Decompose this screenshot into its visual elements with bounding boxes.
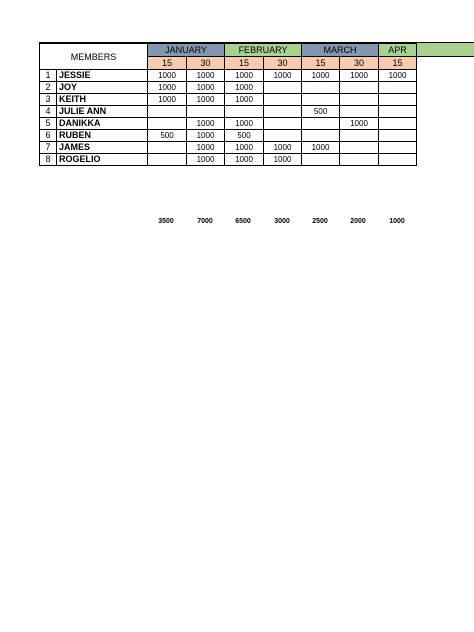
amount-cell: 1000	[225, 70, 264, 82]
day-header: 15	[379, 57, 417, 70]
amount-cell	[302, 82, 340, 94]
amount-cell: 1000	[148, 94, 187, 106]
member-name: JESSIE	[57, 70, 148, 82]
amount-cell: 1000	[302, 142, 340, 154]
amount-cell: 1000	[187, 118, 225, 130]
amount-cell	[340, 106, 379, 118]
table-row	[40, 118, 417, 130]
amount-cell: 1000	[187, 154, 225, 166]
column-total: 3000	[274, 218, 290, 225]
column-total: 3500	[158, 218, 174, 225]
member-name: RUBEN	[57, 130, 148, 142]
month-april: APR	[379, 43, 417, 57]
column-total: 2500	[312, 218, 328, 225]
day-header: 30	[264, 57, 302, 70]
member-name: DANIKKA	[57, 118, 148, 130]
month-january: JANUARY	[148, 43, 225, 57]
amount-cell	[225, 106, 264, 118]
amount-cell	[340, 130, 379, 142]
table-row	[40, 154, 417, 166]
amount-cell	[340, 82, 379, 94]
amount-cell: 1000	[187, 70, 225, 82]
table-row	[40, 106, 417, 118]
amount-cell: 1000	[187, 94, 225, 106]
amount-cell: 1000	[379, 70, 417, 82]
column-total: 7000	[197, 218, 213, 225]
column-total: 6500	[235, 218, 251, 225]
row-number: 2	[40, 82, 57, 94]
member-name: JOY	[57, 82, 148, 94]
amount-cell: 1000	[340, 118, 379, 130]
row-number: 6	[40, 130, 57, 142]
amount-cell: 500	[302, 106, 340, 118]
row-number: 7	[40, 142, 57, 154]
amount-cell	[302, 94, 340, 106]
amount-cell	[379, 82, 417, 94]
table-row	[40, 94, 417, 106]
amount-cell	[302, 154, 340, 166]
amount-cell	[379, 106, 417, 118]
amount-cell: 1000	[225, 82, 264, 94]
day-header: 30	[187, 57, 225, 70]
day-header: 15	[148, 57, 187, 70]
member-name: JAMES	[57, 142, 148, 154]
member-name: ROGELIO	[57, 154, 148, 166]
amount-cell	[264, 106, 302, 118]
amount-cell: 500	[225, 130, 264, 142]
month-march: MARCH	[302, 43, 379, 57]
row-number: 4	[40, 106, 57, 118]
row-number: 5	[40, 118, 57, 130]
members-header: MEMBERS	[40, 43, 148, 70]
contributions-table	[39, 42, 417, 166]
amount-cell	[340, 94, 379, 106]
amount-cell: 1000	[264, 154, 302, 166]
month-february: FEBRUARY	[225, 43, 302, 57]
amount-cell	[379, 118, 417, 130]
table-row	[40, 142, 417, 154]
amount-cell	[379, 94, 417, 106]
amount-cell: 1000	[264, 142, 302, 154]
amount-cell	[264, 94, 302, 106]
member-name: JULIE ANN	[57, 106, 148, 118]
amount-cell: 1000	[148, 70, 187, 82]
amount-cell	[148, 118, 187, 130]
amount-cell: 1000	[225, 154, 264, 166]
amount-cell	[264, 118, 302, 130]
member-name: KEITH	[57, 94, 148, 106]
amount-cell	[187, 106, 225, 118]
amount-cell	[148, 142, 187, 154]
amount-cell: 1000	[264, 70, 302, 82]
amount-cell	[264, 130, 302, 142]
amount-cell: 1000	[187, 82, 225, 94]
spreadsheet	[39, 42, 417, 225]
table-row	[40, 82, 417, 94]
amount-cell	[379, 142, 417, 154]
amount-cell	[148, 154, 187, 166]
amount-cell	[302, 130, 340, 142]
day-header: 15	[302, 57, 340, 70]
row-number: 8	[40, 154, 57, 166]
amount-cell	[340, 142, 379, 154]
amount-cell	[379, 154, 417, 166]
amount-cell: 1000	[340, 70, 379, 82]
totals-row	[39, 218, 474, 230]
row-number: 3	[40, 94, 57, 106]
amount-cell	[148, 106, 187, 118]
row-number: 1	[40, 70, 57, 82]
table-row	[40, 130, 417, 142]
amount-cell: 1000	[187, 130, 225, 142]
day-header: 30	[340, 57, 379, 70]
column-total: 2000	[350, 218, 366, 225]
amount-cell: 1000	[148, 82, 187, 94]
amount-cell: 1000	[225, 94, 264, 106]
amount-cell: 500	[148, 130, 187, 142]
table-row	[40, 70, 417, 82]
amount-cell	[379, 130, 417, 142]
amount-cell	[340, 154, 379, 166]
amount-cell: 1000	[225, 142, 264, 154]
amount-cell: 1000	[187, 142, 225, 154]
column-total: 1000	[389, 218, 405, 225]
april-header-overflow	[417, 42, 474, 57]
amount-cell: 1000	[302, 70, 340, 82]
day-header: 15	[225, 57, 264, 70]
amount-cell: 1000	[225, 118, 264, 130]
amount-cell	[264, 82, 302, 94]
amount-cell	[302, 118, 340, 130]
